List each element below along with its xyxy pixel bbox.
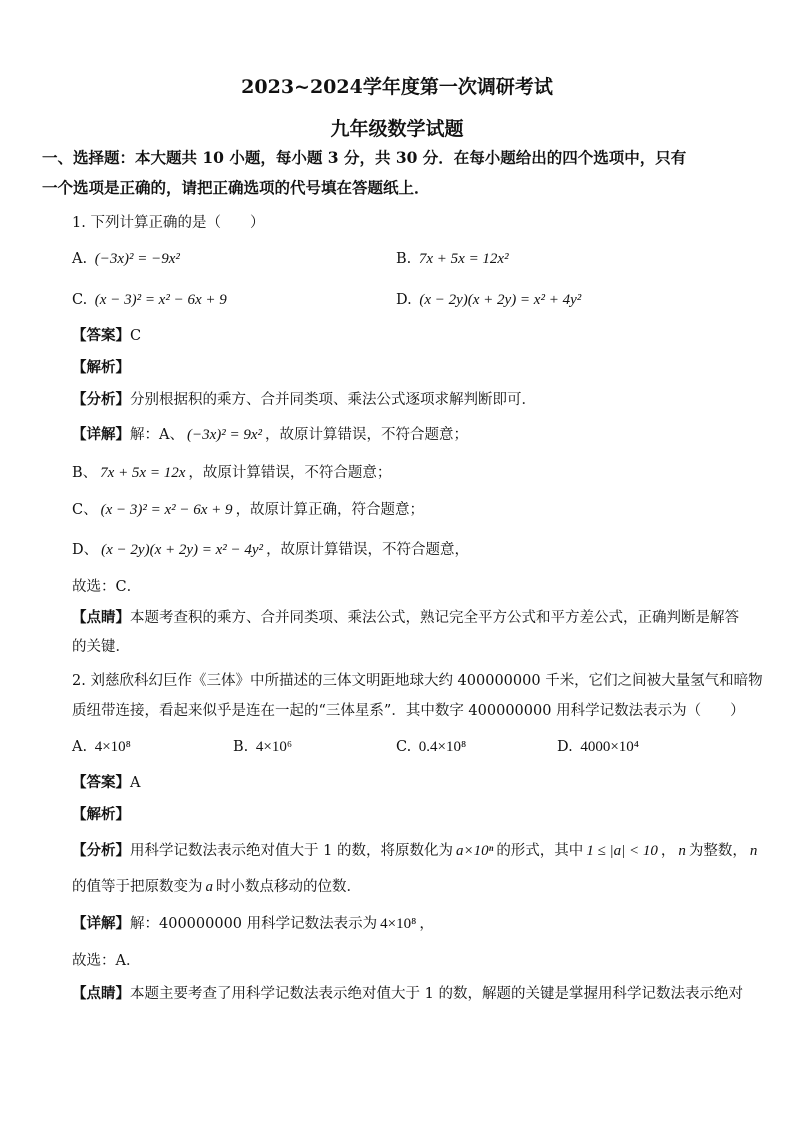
page-title: 2023~2024学年度第一次调研考试	[241, 76, 553, 98]
q1-xj-a-prefix: 解：A、	[130, 427, 184, 443]
q1-dianjing-line2: 的关键．	[72, 639, 130, 655]
q2-option-a-letter: A.	[72, 739, 88, 755]
q1-xj-a-expr: (−3x)² = 9x²	[186, 427, 263, 443]
q2-option-a-expr: 4×10⁸	[94, 739, 131, 755]
q1-option-c	[72, 290, 230, 310]
q2-xiangjie	[72, 914, 434, 934]
q2-xj-text: 解：400000000 用科学记数法表示为	[130, 916, 378, 932]
q1-option-b-letter: B.	[396, 251, 412, 267]
q1-option-c-expr: (x − 3)² = x² − 6x + 9	[94, 292, 227, 308]
q2-fenxi-n2: n	[749, 843, 758, 859]
q1-xj-c-prefix: C、	[72, 502, 98, 518]
q1-xiangjie-d	[72, 540, 469, 560]
q2-fenxi-expr1: a×10ⁿ	[455, 843, 494, 859]
q1-analysis-label: 【解析】	[72, 359, 130, 376]
q2-option-d-expr: 4000×10⁴	[580, 739, 640, 755]
q2-fenxi-line1	[72, 841, 760, 861]
q2-xj-suffix: ，	[419, 916, 434, 932]
q2-stem-line1: 2. 刘慈欣科幻巨作《三体》中所描述的三体文明距地球大约 400000000 千米，它们之间被大量氢气和暗物	[72, 673, 763, 689]
q2-option-c	[396, 737, 469, 757]
page-subtitle: 九年级数学试题	[330, 118, 464, 140]
q2-xj-expr: 4×10⁸	[380, 916, 417, 932]
q1-option-b	[396, 249, 512, 269]
q2-option-b	[233, 737, 295, 757]
q1-xiangjie-tag: 【详解】	[72, 426, 130, 443]
q2-fenxi-n1: n	[678, 843, 686, 859]
q2-answer	[72, 773, 140, 793]
q2-fenxi-d: 为整数，	[688, 843, 747, 859]
q1-xiangjie-b	[72, 463, 391, 483]
q2-fenxi-b: 的形式，其中	[496, 843, 584, 859]
q2-fenxi2-b: 时小数点移动的位数．	[216, 879, 361, 895]
q1-option-d-expr: (x − 2y)(x + 2y) = x² + 4y²	[419, 292, 582, 308]
section-instructions-line1: 一、选择题：本大题共 10 小题，每小题 3 分，共 30 分．在每小题给出的四个选项中，只有	[42, 148, 687, 167]
q2-fenxi-line2	[72, 877, 361, 897]
q1-xj-d-prefix: D、	[72, 542, 99, 558]
q2-option-b-expr: 4×10⁶	[255, 739, 293, 755]
q1-option-b-expr: 7x + 5x = 12x²	[418, 251, 509, 267]
q1-xj-b-suffix: ，故原计算错误，不符合题意；	[188, 465, 392, 481]
q2-option-a	[72, 737, 134, 757]
q1-option-d-letter: D.	[396, 292, 412, 308]
q2-answer-value: A	[130, 775, 141, 791]
q1-option-a-expr: (−3x)² = −9x²	[94, 251, 180, 267]
q1-dianjing-text1: 本题考查积的乘方、合并同类项、乘法公式，熟记完全平方公式和平方差公式，正确判断是解答	[130, 610, 739, 626]
q1-xiangjie-a	[72, 425, 468, 445]
q1-fenxi-text: 分别根据积的乘方、合并同类项、乘法公式逐项求解判断即可．	[130, 392, 536, 408]
q2-stem-line2: 质纽带连接，看起来似乎是连在一起的“三体星系”．其中数字 400000000 用科学记数法表示为（ ）	[72, 703, 745, 719]
section-instructions-line2: 一个选项是正确的，请把正确选项的代号填在答题纸上．	[42, 178, 430, 197]
q1-answer	[72, 326, 141, 346]
q1-choice: 故选：C．	[72, 579, 142, 595]
q1-option-a-letter: A.	[72, 251, 88, 267]
q1-dianjing-tag: 【点睛】	[72, 609, 130, 626]
q1-xj-d-expr: (x − 2y)(x + 2y) = x² − 4y²	[101, 542, 264, 558]
q2-fenxi-c: ，	[660, 843, 676, 859]
q1-option-a	[72, 249, 183, 269]
q2-choice: 故选：A．	[72, 953, 141, 969]
q2-option-c-expr: 0.4×10⁸	[418, 739, 467, 755]
q2-xiangjie-tag: 【详解】	[72, 915, 130, 932]
q2-option-d-letter: D.	[557, 739, 573, 755]
q2-dianjing-tag: 【点睛】	[72, 985, 130, 1002]
q1-dianjing-line1	[72, 608, 739, 628]
q2-fenxi-expr2: 1 ≤ |a| < 10	[586, 843, 658, 859]
q1-xj-b-prefix: B、	[72, 465, 98, 481]
q2-fenxi-a: 用科学记数法表示绝对值大于 1 的数，将原数化为	[130, 843, 453, 859]
q2-fenxi-tag: 【分析】	[72, 842, 130, 859]
q1-answer-value: C	[130, 328, 142, 344]
q2-dianjing-line1	[72, 984, 743, 1004]
q2-option-c-letter: C.	[396, 739, 412, 755]
q1-xj-c-suffix: ，故原计算正确，符合题意；	[235, 502, 425, 518]
q1-stem: 1. 下列计算正确的是（ ）	[72, 215, 265, 231]
q1-analysis-tag	[72, 358, 130, 378]
q1-xj-c-expr: (x − 3)² = x² − 6x + 9	[100, 502, 233, 518]
q2-answer-tag: 【答案】	[72, 774, 130, 791]
q1-xj-a-suffix: ，故原计算错误，不符合题意；	[265, 427, 469, 443]
q2-analysis-label: 【解析】	[72, 806, 130, 823]
q1-xiangjie-c	[72, 500, 424, 520]
q2-fenxi2-a: 的值等于把原数变为	[72, 879, 203, 895]
q1-option-d	[396, 290, 584, 310]
q2-option-b-letter: B.	[233, 739, 249, 755]
q2-dianjing-text1: 本题主要考查了用科学记数法表示绝对值大于 1 的数，解题的关键是掌握用科学记数法表示绝对	[130, 986, 743, 1002]
q2-option-d	[557, 737, 642, 757]
q1-xj-b-expr: 7x + 5x = 12x	[100, 465, 186, 481]
q1-fenxi	[72, 390, 536, 410]
q1-xj-d-suffix: ，故原计算错误，不符合题意，	[266, 542, 470, 558]
q1-option-c-letter: C.	[72, 292, 88, 308]
q2-fenxi2-expr: a	[205, 879, 213, 895]
q1-answer-tag: 【答案】	[72, 327, 130, 344]
q1-fenxi-tag: 【分析】	[72, 391, 130, 408]
q2-analysis-tag	[72, 805, 130, 825]
